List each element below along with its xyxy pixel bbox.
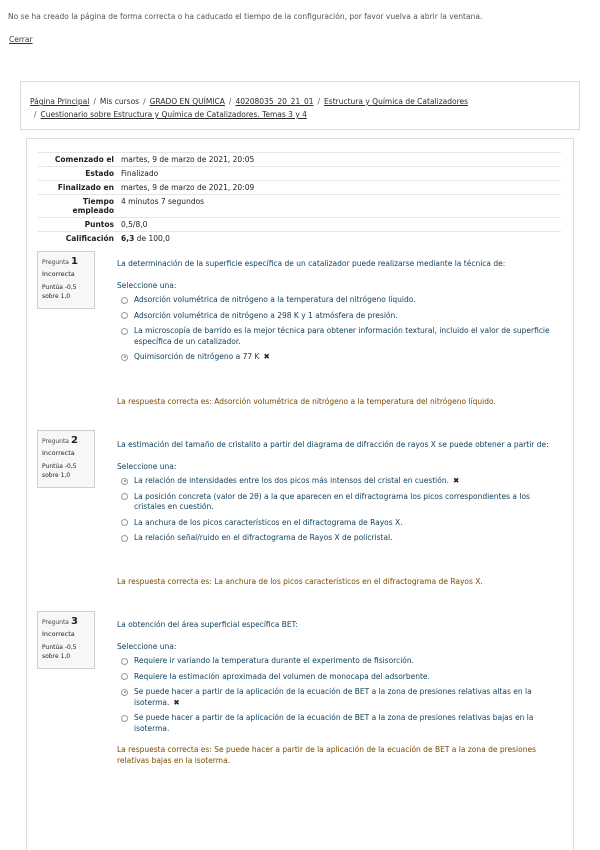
answer-option[interactable]: Se puede hacer a partir de la aplicación de la ecuación de BET a la zona de presiones relativas bajas en la isoterma.: [117, 713, 562, 734]
radio-button[interactable]: [121, 715, 128, 722]
answer-option[interactable]: La posición concreta (valor de 2θ) a la que aparecen en el difractograma los picos correspondientes a los cristales en cuestión.: [117, 492, 562, 513]
breadcrumb-degree[interactable]: GRADO EN QUÍMICA: [149, 97, 225, 106]
answer-option[interactable]: La relación señal/ruido en el difractograma de Rayos X de policristal.: [117, 533, 562, 544]
radio-button-checked[interactable]: [121, 354, 128, 361]
question-number: Pregunta 3: [42, 616, 78, 627]
answer-option[interactable]: Adsorción volumétrica de nitrógeno a 298 K y 1 atmósfera de presión.: [117, 311, 562, 322]
question-state: Incorrecta: [42, 449, 75, 457]
question-text: La obtención del área superficial específica BET:: [117, 620, 298, 629]
state-value: Finalizado: [118, 167, 561, 181]
question-3-info: [37, 611, 95, 669]
question-2-info: [37, 430, 95, 488]
started-value: martes, 9 de marzo de 2021, 20:05: [118, 153, 561, 167]
question-grade: Puntúa -0,5 sobre 1,0: [42, 463, 77, 479]
question-3-feedback: La respuesta correcta es: Se puede hacer a partir de la aplicación de la ecuación de BET a la zona de presiones relativas bajas en la isoterma.: [117, 745, 537, 765]
grade-value-total: de 100,0: [134, 234, 170, 243]
grade-value: [118, 232, 561, 246]
question-state: Incorrecta: [42, 630, 75, 638]
started-label: Comenzado el: [38, 153, 118, 167]
finished-label: Finalizado en: [38, 181, 118, 195]
question-3-content: [117, 619, 562, 734]
question-state: Incorrecta: [42, 270, 75, 278]
quiz-review-panel: [26, 138, 574, 850]
question-1-content: [117, 258, 562, 363]
question-text: La estimación del tamaño de cristalito a partir del diagrama de difracción de rayos X se puede obtener a partir de:: [117, 440, 549, 449]
close-link[interactable]: Cerrar: [9, 35, 33, 44]
question-1-info: [37, 251, 95, 309]
radio-button[interactable]: [121, 658, 128, 665]
incorrect-icon: ✖: [452, 476, 460, 485]
top-notice: No se ha creado la página de forma correcta o ha caducado el tiempo de la configuración, por favor vuelva a abrir la ventana.: [8, 12, 483, 21]
breadcrumb-quiz[interactable]: Cuestionario sobre Estructura y Química de Catalizadores. Temas 3 y 4: [40, 110, 307, 119]
question-1-feedback: La respuesta correcta es: Adsorción volumétrica de nitrógeno a la temperatura del nitrógeno líquido.: [117, 397, 496, 406]
answer-option[interactable]: La anchura de los picos característicos en el difractograma de Rayos X.: [117, 518, 562, 529]
radio-button[interactable]: [121, 673, 128, 680]
question-number: Pregunta 2: [42, 435, 78, 446]
question-prompt: Seleccione una:: [117, 462, 177, 471]
breadcrumb-course[interactable]: Estructura y Química de Catalizadores: [324, 97, 469, 106]
points-value: 0,5/8,0: [118, 218, 561, 232]
radio-button-checked[interactable]: [121, 478, 128, 485]
question-text: La determinación de la superficie específica de un catalizador puede realizarse mediante la técnica de:: [117, 259, 506, 268]
breadcrumb-container: [20, 81, 580, 130]
breadcrumb: Página Principal / Mis cursos / GRADO EN QUÍMICA / 40208035_20_21_01 / Estructura y Química de Catalizadores / Cuestionario sobre Estructura y Química de Catalizadores. Temas 3 y 4: [30, 97, 469, 119]
question-2-content: [117, 439, 562, 544]
answer-option[interactable]: Requiere la estimación aproximada del volumen de monocapa del adsorbente.: [117, 672, 562, 683]
incorrect-icon: ✖: [173, 697, 180, 707]
attempt-summary-table: [38, 152, 561, 245]
radio-button[interactable]: [121, 312, 128, 319]
question-2-feedback: La respuesta correcta es: La anchura de los picos característicos en el difractograma de Rayos X.: [117, 577, 483, 586]
incorrect-icon: ✖: [263, 352, 270, 361]
points-label: Puntos: [38, 218, 118, 232]
breadcrumb-my-courses: Mis cursos: [99, 97, 140, 106]
answer-option[interactable]: Adsorción volumétrica de nitrógeno a la temperatura del nitrógeno líquido.: [117, 295, 562, 306]
finished-value: martes, 9 de marzo de 2021, 20:09: [118, 181, 561, 195]
question-prompt: Seleccione una:: [117, 642, 177, 651]
question-grade: Puntúa -0,5 sobre 1,0: [42, 284, 77, 300]
radio-button[interactable]: [121, 297, 128, 304]
radio-button[interactable]: [121, 519, 128, 526]
answer-option-selected[interactable]: La relación de intensidades entre los dos picos más intensos del cristal en cuestión. ✖: [117, 476, 562, 487]
answer-option-selected[interactable]: Quimisorción de nitrógeno a 77 K ✖: [117, 352, 562, 363]
state-label: Estado: [38, 167, 118, 181]
breadcrumb-course-code[interactable]: 40208035_20_21_01: [235, 97, 314, 106]
answer-option[interactable]: Requiere ir variando la temperatura durante el experimento de fisisorción.: [117, 656, 562, 667]
radio-button[interactable]: [121, 535, 128, 542]
grade-value-number: 6,3: [121, 234, 135, 243]
question-grade: Puntúa -0,5 sobre 1,0: [42, 644, 77, 660]
radio-button[interactable]: [121, 328, 128, 335]
answer-option[interactable]: La microscopía de barrido es la mejor técnica para obtener información textural, incluido el valor de superficie específica de un catalizador.: [117, 326, 562, 347]
question-number: Pregunta 1: [42, 256, 78, 267]
radio-button-checked[interactable]: [121, 689, 128, 696]
time-value: 4 minutos 7 segundos: [118, 195, 561, 218]
radio-button[interactable]: [121, 493, 128, 500]
answer-option-selected[interactable]: Se puede hacer a partir de la aplicación de la ecuación de BET a la zona de presiones relativas altas en la isoterma. ✖: [117, 687, 562, 708]
breadcrumb-home[interactable]: Página Principal: [30, 97, 90, 106]
time-label: Tiempo empleado: [38, 195, 118, 218]
question-prompt: Seleccione una:: [117, 281, 177, 290]
grade-label: Calificación: [38, 232, 118, 246]
